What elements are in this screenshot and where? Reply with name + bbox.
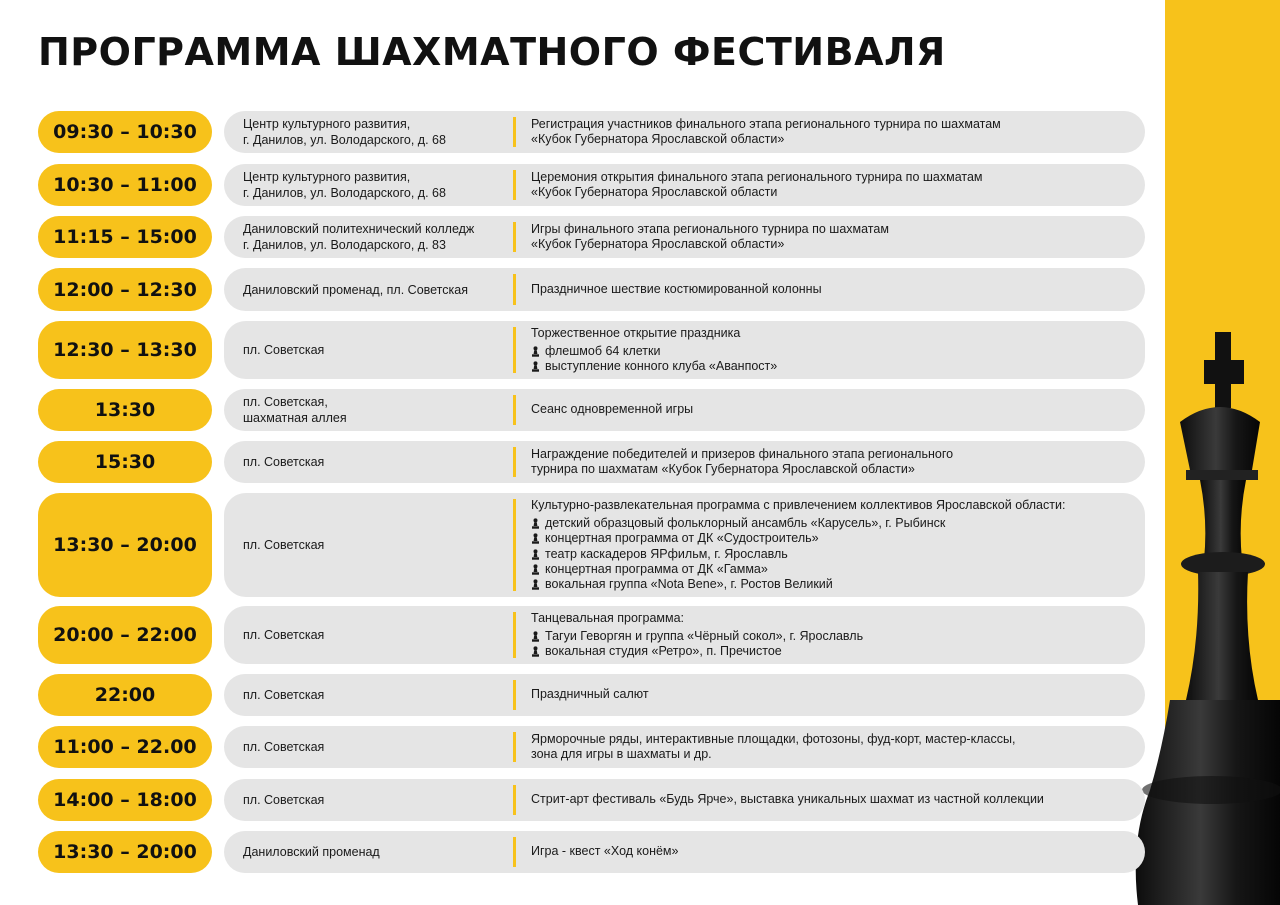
pawn-icon — [531, 564, 540, 575]
venue-line: Даниловский променад — [243, 845, 380, 859]
event-description — [531, 268, 1135, 311]
venue-line: Даниловский променад, пл. Советская — [243, 282, 468, 297]
row-info-box — [224, 674, 1145, 716]
venue-text — [243, 606, 505, 664]
list-item — [531, 516, 1135, 531]
venue-line: пл. Советская — [243, 628, 325, 642]
pawn-icon — [531, 361, 540, 372]
row-info-box — [224, 164, 1145, 206]
list-item — [531, 644, 1135, 659]
event-description — [531, 111, 1135, 153]
row-divider — [513, 612, 516, 658]
schedule-row — [38, 493, 1146, 597]
event-description — [531, 779, 1135, 821]
venue-text — [243, 674, 505, 716]
venue-line: пл. Советская — [243, 455, 325, 469]
event-line: Игры финального этапа регионального турнира по шахматам — [531, 221, 889, 236]
time-pill: 11:15 – 15:00 — [38, 216, 212, 258]
event-line: Культурно-развлекательная программа с привлечением коллективов Ярославской области: — [531, 497, 1066, 512]
venue-line: пл. Советская — [243, 343, 325, 357]
page-title: ПРОГРАММА ШАХМАТНОГО ФЕСТИВАЛЯ — [38, 30, 946, 74]
venue-text — [243, 268, 505, 311]
event-description — [531, 674, 1135, 716]
schedule-row — [38, 674, 1146, 716]
event-description — [531, 726, 1135, 768]
row-info-box — [224, 268, 1145, 311]
time-pill: 12:00 – 12:30 — [38, 268, 212, 311]
row-divider — [513, 327, 516, 373]
time-pill: 14:00 – 18:00 — [38, 779, 212, 821]
event-line: турнира по шахматам «Кубок Губернатора Ярославской области» — [531, 462, 915, 476]
row-info-box — [224, 726, 1145, 768]
time-pill: 13:30 – 20:00 — [38, 493, 212, 597]
event-description — [531, 389, 1135, 431]
pawn-icon — [531, 631, 540, 642]
event-description — [531, 164, 1135, 206]
list-item — [531, 359, 1135, 374]
time-pill: 11:00 – 22.00 — [38, 726, 212, 768]
list-item — [531, 629, 1135, 644]
list-item-text: театр каскадеров ЯРфильм, г. Ярославль — [545, 546, 788, 561]
event-line: Торжественное открытие праздника — [531, 325, 741, 340]
event-line: Церемония открытия финального этапа регионального турнира по шахматам — [531, 169, 983, 184]
row-divider — [513, 680, 516, 710]
list-item-text: флешмоб 64 клетки — [545, 343, 661, 358]
venue-text — [243, 389, 505, 431]
row-info-box — [224, 606, 1145, 664]
row-divider — [513, 117, 516, 147]
row-divider — [513, 499, 516, 591]
venue-line: пл. Советская — [243, 688, 325, 702]
schedule-row — [38, 111, 1146, 153]
event-line: зона для игры в шахматы и др. — [531, 747, 712, 761]
venue-text — [243, 441, 505, 483]
venue-line: г. Данилов, ул. Володарского, д. 68 — [243, 133, 446, 147]
venue-text — [243, 779, 505, 821]
venue-line: шахматная аллея — [243, 411, 347, 425]
list-item-text: концертная программа от ДК «Гамма» — [545, 561, 768, 576]
schedule-row — [38, 831, 1146, 873]
venue-line: Центр культурного развития, — [243, 170, 411, 184]
list-item — [531, 344, 1135, 359]
time-pill: 10:30 – 11:00 — [38, 164, 212, 206]
schedule-row — [38, 216, 1146, 258]
row-divider — [513, 222, 516, 252]
row-info-box — [224, 831, 1145, 873]
venue-text — [243, 726, 505, 768]
list-item-text: концертная программа от ДК «Судостроитель» — [545, 531, 819, 546]
time-pill: 13:30 — [38, 389, 212, 431]
event-line: Танцевальная программа: — [531, 610, 685, 625]
event-sub-list — [531, 344, 1135, 375]
list-item — [531, 577, 1135, 592]
row-info-box — [224, 321, 1145, 379]
event-description — [531, 606, 1135, 664]
row-info-box — [224, 111, 1145, 153]
schedule-row — [38, 779, 1146, 821]
event-line: «Кубок Губернатора Ярославской области — [531, 185, 778, 199]
list-item — [531, 547, 1135, 562]
time-pill: 12:30 – 13:30 — [38, 321, 212, 379]
row-divider — [513, 170, 516, 200]
list-item — [531, 531, 1135, 546]
schedule-row — [38, 268, 1146, 311]
row-divider — [513, 447, 516, 477]
schedule-row — [38, 726, 1146, 768]
schedule-row — [38, 164, 1146, 206]
row-divider — [513, 785, 516, 815]
event-description — [531, 831, 1135, 873]
event-line: Ярморочные ряды, интерактивные площадки, фотозоны, фуд-корт, мастер-классы, — [531, 731, 1016, 746]
list-item-text: вокальная группа «Nota Bene», г. Ростов Великий — [545, 577, 833, 592]
row-info-box — [224, 441, 1145, 483]
venue-text — [243, 831, 505, 873]
time-pill: 15:30 — [38, 441, 212, 483]
venue-text — [243, 111, 505, 153]
venue-line: Центр культурного развития, — [243, 117, 411, 131]
event-line: «Кубок Губернатора Ярославской области» — [531, 237, 785, 251]
event-line: Стрит-арт фестиваль «Будь Ярче», выставка уникальных шахмат из частной коллекции — [531, 792, 1044, 807]
venue-text — [243, 164, 505, 206]
pawn-icon — [531, 646, 540, 657]
schedule-row — [38, 606, 1146, 664]
time-pill: 13:30 – 20:00 — [38, 831, 212, 873]
venue-text — [243, 321, 505, 379]
row-divider — [513, 395, 516, 425]
event-line: Награждение победителей и призеров финального этапа регионального — [531, 446, 954, 461]
row-divider — [513, 837, 516, 867]
event-sub-list — [531, 516, 1135, 592]
event-line: Игра - квест «Ход конём» — [531, 844, 679, 859]
venue-line: г. Данилов, ул. Володарского, д. 68 — [243, 186, 446, 200]
row-info-box — [224, 389, 1145, 431]
venue-line: пл. Советская — [243, 538, 325, 552]
pawn-icon — [531, 579, 540, 590]
event-description — [531, 216, 1135, 258]
row-info-box — [224, 493, 1145, 597]
event-line: Праздничное шествие костюмированной колонны — [531, 281, 822, 296]
schedule-row — [38, 389, 1146, 431]
pawn-icon — [531, 518, 540, 529]
pawn-icon — [531, 533, 540, 544]
list-item-text: выступление конного клуба «Аванпост» — [545, 359, 778, 374]
list-item-text: Тагуи Геворгян и группа «Чёрный сокол», г. Ярославль — [545, 628, 864, 643]
schedule-row — [38, 441, 1146, 483]
event-description — [531, 321, 1135, 379]
event-line: «Кубок Губернатора Ярославской области» — [531, 132, 785, 146]
time-pill: 20:00 – 22:00 — [38, 606, 212, 664]
venue-text — [243, 216, 505, 258]
event-sub-list — [531, 629, 1135, 660]
list-item-text: детский образцовый фольклорный ансамбль «Карусель», г. Рыбинск — [545, 515, 946, 530]
row-divider — [513, 274, 516, 305]
time-pill: 22:00 — [38, 674, 212, 716]
event-line: Праздничный салют — [531, 687, 649, 702]
pawn-icon — [531, 346, 540, 357]
event-line: Регистрация участников финального этапа регионального турнира по шахматам — [531, 116, 1001, 131]
venue-line: пл. Советская, — [243, 395, 328, 409]
event-description — [531, 441, 1135, 483]
list-item — [531, 562, 1135, 577]
time-pill: 09:30 – 10:30 — [38, 111, 212, 153]
row-divider — [513, 732, 516, 762]
row-info-box — [224, 216, 1145, 258]
list-item-text: вокальная студия «Ретро», п. Пречистое — [545, 644, 782, 659]
venue-line: г. Данилов, ул. Володарского, д. 83 — [243, 238, 446, 252]
event-description — [531, 493, 1135, 597]
venue-line: пл. Советская — [243, 793, 325, 807]
event-line: Сеанс одновременной игры — [531, 402, 694, 417]
row-info-box — [224, 779, 1145, 821]
pawn-icon — [531, 549, 540, 560]
schedule-row — [38, 321, 1146, 379]
venue-line: Даниловский политехнический колледж — [243, 222, 475, 236]
venue-line: пл. Советская — [243, 740, 325, 754]
venue-text — [243, 493, 505, 597]
